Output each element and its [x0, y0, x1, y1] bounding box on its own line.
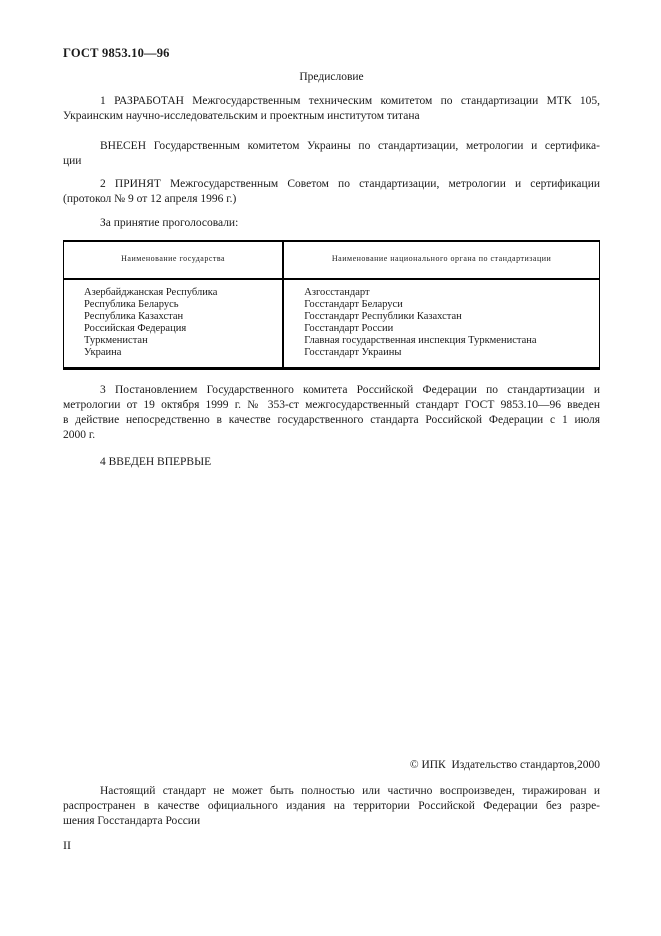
table-row	[64, 335, 600, 347]
cell-national-body: Главная государственная инспекция Туркменистана	[304, 335, 537, 346]
copyright-line: © ИПК Издательство стандартов,2000	[409, 759, 600, 771]
vote-table	[63, 240, 600, 370]
vote-table-header-row	[64, 241, 600, 279]
paragraph-introduced-first-time: 4 ВВЕДЕН ВПЕРВЫЕ	[100, 456, 212, 468]
cell-state-name: Российская Федерация	[64, 323, 284, 335]
section-title: Предисловие	[299, 71, 364, 83]
page-footer	[63, 758, 600, 853]
cell-state-name: Туркменистан	[64, 335, 284, 347]
vote-table-head	[64, 241, 600, 279]
cell-national-body: Госстандарт Украины	[304, 347, 402, 358]
paragraph-submitted	[63, 139, 600, 169]
paragraph-line: 3 Постановлением Государственного комитета Российской Федерации по стандартизации и	[100, 384, 600, 396]
paragraph-decree	[63, 383, 600, 443]
table-row	[64, 311, 600, 323]
vote-intro-text: За принятие проголосовали:	[100, 217, 239, 229]
paragraph-restriction-notice	[63, 784, 600, 829]
page-number: II	[63, 838, 71, 852]
document-code: ГОСТ 9853.10—96	[63, 46, 170, 60]
cell-national-body: Госстандарт России	[304, 323, 394, 334]
table-row	[64, 347, 600, 369]
paragraph-line: распространен в качестве официального издания на территории Российской Федерации без разре-	[63, 800, 600, 812]
cell-national-body: Госстандарт Беларуси	[304, 299, 403, 310]
column-header-state: Наименование государства	[64, 241, 284, 279]
paragraph-line: Украинским научно-исследовательским и проектным институтом титана	[63, 110, 420, 122]
paragraph-line: Настоящий стандарт не может быть полностью или частично воспроизведен, тиражирован и	[100, 785, 600, 797]
paragraph-line: шения Госстандарта России	[63, 815, 201, 827]
column-header-national-body: Наименование национального органа по стандартизации	[283, 241, 599, 279]
paragraph-line: ВНЕСЕН Государственным комитетом Украины по стандартизации, метрологии и сертифика-	[100, 140, 600, 152]
cell-national-body: Госстандарт Республики Казахстан	[304, 311, 462, 322]
table-row	[64, 299, 600, 311]
table-row	[64, 323, 600, 335]
paragraph-line: (протокол № 9 от 12 апреля 1996 г.)	[63, 193, 237, 205]
paragraph-developed	[63, 94, 600, 124]
cell-state-name: Республика Беларусь	[64, 299, 284, 311]
paragraph-line: 2000 г.	[63, 429, 96, 441]
paragraph-adopted	[63, 177, 600, 207]
paragraph-line: 2 ПРИНЯТ Межгосударственным Советом по стандартизации, метрологии и сертификации	[100, 178, 600, 190]
paragraph-line: в действие непосредственно в качестве государственного стандарта Российской Федерации с 1 июля	[63, 414, 600, 426]
vote-table-body	[64, 279, 600, 369]
cell-state-name: Азербайджанская Республика	[64, 279, 284, 299]
table-row	[64, 279, 600, 299]
paragraph-line: 1 РАЗРАБОТАН Межгосударственным техническим комитетом по стандартизации МТК 105,	[100, 95, 600, 107]
paragraph-line: ции	[63, 155, 82, 167]
cell-state-name: Республика Казахстан	[64, 311, 284, 323]
cell-state-name: Украина	[64, 347, 284, 369]
cell-national-body: Азгосстандарт	[304, 287, 370, 298]
paragraph-line: метрологии от 19 октября 1999 г. № 353-ст межгосударственный стандарт ГОСТ 9853.10—96 введен	[63, 399, 600, 411]
